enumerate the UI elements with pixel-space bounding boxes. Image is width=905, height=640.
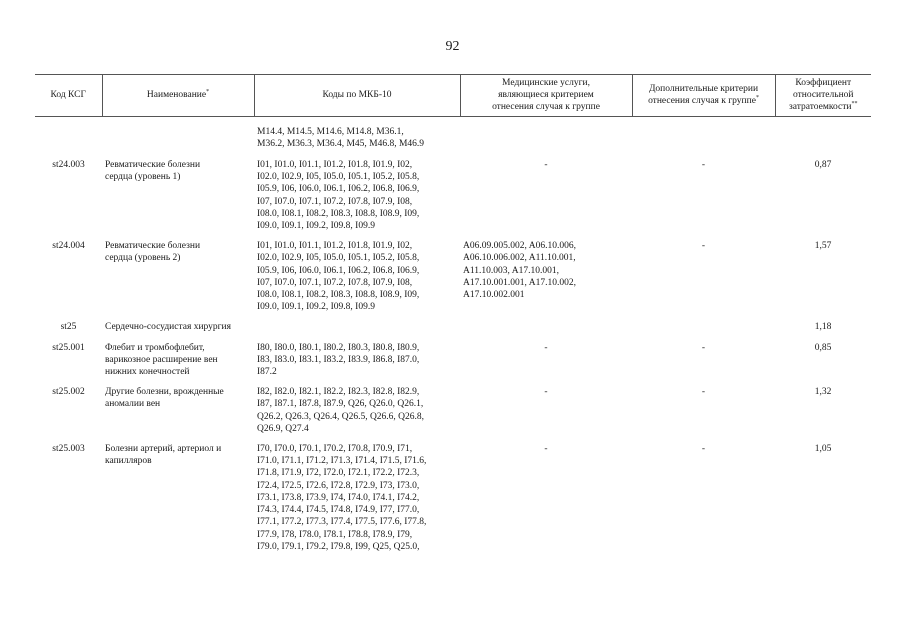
- header-extra-criteria: Дополнительные критерии отнесения случая к группе*: [632, 75, 775, 117]
- code-cell: st25.002: [52, 387, 85, 398]
- header-services: Медицинские услуги, являющиеся критерием отнесения случая к группе: [460, 75, 632, 117]
- coef-cell: 0,85: [814, 342, 832, 353]
- ksg-table: [35, 74, 871, 561]
- extra-criteria-cell: -: [701, 387, 706, 398]
- table-header-row: [35, 75, 871, 117]
- name-cell: Ревматические болезни сердца (уровень 1): [105, 160, 201, 183]
- name-cell: Ревматические болезни сердца (уровень 2): [105, 241, 201, 264]
- name-cell: Другие болезни, врожденные аномалии вен: [105, 387, 224, 410]
- mkb-cell: I82, I82.0, I82.1, I82.2, I82.3, I82.8, I82.9, I87, I87.1, I87.8, I87.9, Q26, Q26.0, Q26.1, Q26.2, Q26.3, Q26.4, Q26.5, Q26.6, Q26.8, Q26.9, Q27.4: [257, 387, 425, 434]
- code-cell: st24.003: [52, 160, 85, 171]
- mkb-cell: I80, I80.0, I80.1, I80.2, I80.3, I80.8, I80.9, I83, I83.0, I83.1, I83.2, I83.9, I86.8, I87.0, I87.2: [257, 342, 420, 378]
- coef-cell: 1,32: [814, 387, 832, 398]
- mkb-cell: M14.4, M14.5, M14.6, M14.8, M36.1, M36.2, M36.3, M36.4, M45, M46.8, M46.9: [257, 126, 425, 149]
- extra-criteria-cell: -: [701, 342, 706, 353]
- table-row: [35, 159, 871, 240]
- header-code: Код КСГ: [35, 75, 102, 117]
- code-cell: st24.004: [52, 241, 85, 252]
- group-name-cell: Сердечно-сосудистая хирургия: [105, 322, 232, 333]
- table-row: [35, 240, 871, 321]
- mkb-cell: I70, I70.0, I70.1, I70.2, I70.8, I70.9, I71, I71.0, I71.1, I71.2, I71.3, I71.4, I71.5, I71.6, I71.8, I71.9, I72, I72.0, I72.1, I72.2, I72.3, I72.4, I72.5, I72.6, I72.8, I72.9, I73, I73.0, I73.1, I73.8, I73.9, I74, I74.0, I74.1, I74.2, I74.3, I74.4, I74.5, I74.8, I74.9, I77, I77.0, I77.1, I77.2, I77.3, I77.4, I77.5, I77.6, I77.8, I77.9, I78, I78.0, I78.1, I78.8, I78.9, I79, I79.0, I79.1, I79.2, I79.8, I99, Q25, Q25.0,: [257, 444, 427, 552]
- name-cell: Болезни артерий, артериол и капилляров: [105, 444, 222, 467]
- coef-cell: 1,05: [814, 444, 832, 455]
- table-row-group: [35, 321, 871, 341]
- extra-criteria-cell: -: [701, 160, 706, 171]
- services-cell: -: [544, 342, 548, 353]
- services-cell: -: [544, 387, 548, 398]
- name-cell: Флебит и тромбофлебит, варикозное расширение вен нижних конечностей: [105, 342, 218, 378]
- table-row: [35, 386, 871, 443]
- services-cell: A06.09.005.002, A06.10.006, A06.10.006.002, A11.10.001, A11.10.003, A17.10.001, A17.10.001.001, A17.10.002, A17.10.002.001: [463, 241, 576, 301]
- table-row: [35, 342, 871, 387]
- extra-criteria-cell: -: [701, 444, 706, 455]
- table-row-continuation: [35, 116, 871, 159]
- services-cell: -: [544, 444, 548, 455]
- coef-cell: 0,87: [814, 160, 832, 171]
- coef-cell: 1,57: [814, 241, 832, 252]
- services-cell: -: [544, 160, 548, 171]
- code-cell: st25.003: [52, 444, 85, 455]
- header-coefficient: Коэффициент относительной затратоемкости**: [775, 75, 871, 117]
- page-number: 92: [445, 39, 460, 54]
- table-row: [35, 443, 871, 561]
- mkb-cell: I01, I01.0, I01.1, I01.2, I01.8, I01.9, I02, I02.0, I02.9, I05, I05.0, I05.1, I05.2, I05.8, I05.9, I06, I06.0, I06.1, I06.2, I06.8, I06.9, I07, I07.0, I07.1, I07.2, I07.8, I07.9, I08, I08.0, I08.1, I08.2, I08.3, I08.8, I08.9, I09, I09.0, I09.1, I09.2, I09.8, I09.9: [257, 241, 420, 313]
- code-cell: st25: [60, 322, 77, 333]
- code-cell: st25.001: [52, 342, 85, 353]
- extra-criteria-cell: -: [701, 241, 706, 252]
- mkb-cell: I01, I01.0, I01.1, I01.2, I01.8, I01.9, I02, I02.0, I02.9, I05, I05.0, I05.1, I05.2, I05.8, I05.9, I06, I06.0, I06.1, I06.2, I06.8, I06.9, I07, I07.0, I07.1, I07.2, I07.8, I07.9, I08, I08.0, I08.1, I08.2, I08.3, I08.8, I08.9, I09, I09.0, I09.1, I09.2, I09.8, I09.9: [257, 160, 420, 232]
- header-name: Наименование*: [102, 75, 254, 117]
- coef-cell: 1,18: [814, 322, 832, 333]
- header-mkb: Коды по МКБ-10: [254, 75, 460, 117]
